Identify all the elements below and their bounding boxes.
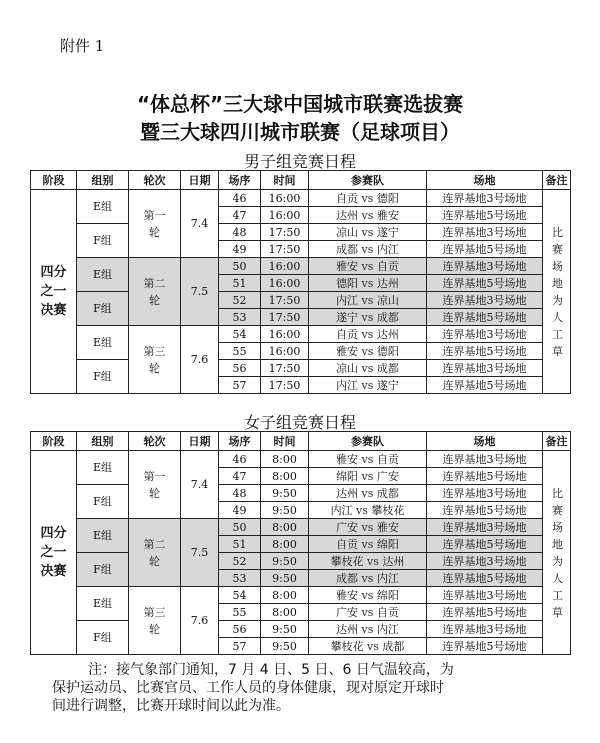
teams-cell [309,502,427,519]
match-row [31,519,571,536]
vs-label: vs [358,378,377,392]
note-line-2: 保护运动员、比赛官员、工作人员的身体健康，现对原定开球时 [52,680,444,696]
match-number: 49 [219,502,261,519]
header-group: 组别 [77,432,129,451]
date-cell: 7.4 [181,190,219,258]
match-number: 47 [219,468,261,485]
kickoff-time: 16:00 [261,190,309,207]
venue-cell: 连界基地3号场地 [427,224,543,241]
header-order: 场序 [219,171,261,190]
women-schedule-subtitle: 女子组竞赛日程 [243,413,356,432]
match-row [31,258,571,275]
kickoff-time: 16:00 [261,275,309,292]
home-team: 自贡 [336,537,359,551]
vs-label: vs [363,554,383,568]
date-cell: 7.5 [181,519,219,587]
kickoff-time: 16:00 [261,343,309,360]
teams-cell [309,587,427,604]
group-cell: E组 [77,587,129,621]
home-team: 德阳 [336,276,359,290]
away-team: 凉山 [376,293,399,307]
round-cell: 第一轮 [129,190,181,258]
group-cell: F组 [77,360,129,394]
kickoff-time: 9:50 [261,621,309,638]
vs-label: vs [358,293,377,307]
kickoff-time: 17:50 [261,309,309,326]
teams-cell [309,468,427,485]
header-stage: 阶段 [31,171,77,190]
venue-cell: 连界基地5号场地 [427,570,543,587]
header-time: 时间 [261,432,309,451]
header-venue: 场地 [427,171,543,190]
note-line-3: 间进行调整，比赛开球时间以此为准。 [52,698,290,714]
venue-cell: 连界基地5号场地 [427,275,543,292]
teams-cell [309,621,427,638]
match-row [31,224,571,241]
match-row [31,292,571,309]
home-team: 达州 [336,208,359,222]
away-team: 德阳 [376,191,399,205]
teams-cell [309,241,427,258]
away-team: 自贡 [376,605,399,619]
header-row [31,432,571,451]
away-team: 雅安 [376,208,399,222]
match-row [31,553,571,570]
venue-cell: 连界基地5号场地 [427,241,543,258]
match-number: 57 [219,638,261,655]
kickoff-time: 16:00 [261,326,309,343]
home-team: 遂宁 [336,310,359,324]
venue-cell: 连界基地5号场地 [427,502,543,519]
match-row [31,190,571,207]
kickoff-time: 17:50 [261,224,309,241]
venue-cell: 连界基地3号场地 [427,190,543,207]
home-team: 内江 [336,378,359,392]
match-number: 54 [219,587,261,604]
vs-label: vs [358,242,377,256]
kickoff-time: 9:50 [261,502,309,519]
group-cell: F组 [77,224,129,258]
away-team: 成都 [376,361,399,375]
vs-label: vs [352,503,372,517]
venue-cell: 连界基地3号场地 [427,485,543,502]
away-team: 绵阳 [376,588,399,602]
vs-label: vs [358,276,377,290]
venue-cell: 连界基地3号场地 [427,326,543,343]
kickoff-time: 8:00 [261,604,309,621]
header-teams: 参赛队 [309,171,427,190]
teams-cell [309,536,427,553]
venue-cell: 连界基地3号场地 [427,519,543,536]
group-cell: E组 [77,326,129,360]
match-number: 55 [219,604,261,621]
venue-cell: 连界基地5号场地 [427,638,543,655]
group-cell: F组 [77,292,129,326]
vs-label: vs [358,344,377,358]
home-team: 雅安 [336,452,359,466]
teams-cell [309,638,427,655]
match-number: 46 [219,451,261,468]
vs-label: vs [358,310,377,324]
vs-label: vs [358,537,377,551]
date-cell: 7.4 [181,451,219,519]
kickoff-time: 9:50 [261,485,309,502]
match-number: 48 [219,224,261,241]
header-order: 场序 [219,432,261,451]
vs-label: vs [358,605,377,619]
vs-label: vs [358,259,377,273]
teams-cell [309,485,427,502]
vs-label: vs [358,452,377,466]
teams-cell [309,377,427,394]
teams-cell [309,451,427,468]
away-team: 广安 [376,469,399,483]
teams-cell [309,309,427,326]
match-number: 51 [219,275,261,292]
teams-cell [309,553,427,570]
vs-label: vs [358,486,377,500]
group-cell: E组 [77,190,129,224]
kickoff-time: 17:50 [261,241,309,258]
teams-cell [309,519,427,536]
venue-cell: 连界基地5号场地 [427,377,543,394]
away-team: 自贡 [376,259,399,273]
round-cell: 第二轮 [129,258,181,326]
teams-cell [309,326,427,343]
round-cell: 第三轮 [129,587,181,655]
match-number: 46 [219,190,261,207]
away-team: 达州 [376,276,399,290]
home-team: 自贡 [336,327,359,341]
group-cell: F组 [77,553,129,587]
vs-label: vs [358,208,377,222]
match-number: 56 [219,621,261,638]
home-team: 自贡 [336,191,359,205]
stage-cell: 四分之一决赛 [31,190,77,394]
vs-label: vs [358,191,377,205]
kickoff-time: 9:50 [261,553,309,570]
kickoff-time: 8:00 [261,587,309,604]
home-team: 绵阳 [336,469,359,483]
teams-cell [309,360,427,377]
teams-cell [309,343,427,360]
home-team: 雅安 [336,344,359,358]
away-team: 内江 [376,571,399,585]
remark-cell: 比赛场地为人工草 [543,451,571,655]
match-number: 56 [219,360,261,377]
schedule-note [52,661,552,715]
kickoff-time: 16:00 [261,207,309,224]
group-cell: F组 [77,621,129,655]
home-team: 雅安 [336,588,359,602]
men-schedule-subtitle: 男子组竞赛日程 [243,152,356,171]
home-team: 广安 [336,605,359,619]
venue-cell: 连界基地5号场地 [427,207,543,224]
away-team: 成都 [376,486,399,500]
vs-label: vs [363,639,383,653]
header-date: 日期 [181,171,219,190]
remark-cell: 比赛场地为人工草 [543,190,571,394]
kickoff-time: 9:50 [261,570,309,587]
away-team: 德阳 [376,344,399,358]
venue-cell: 连界基地3号场地 [427,292,543,309]
home-team: 达州 [336,486,359,500]
home-team: 内江 [336,293,359,307]
group-cell: F组 [77,485,129,519]
round-cell: 第二轮 [129,519,181,587]
header-row [31,171,571,190]
teams-cell [309,207,427,224]
men-schedule-table [30,170,571,394]
home-team: 攀枝花 [330,554,364,568]
match-number: 55 [219,343,261,360]
away-team: 成都 [376,310,399,324]
venue-cell: 连界基地5号场地 [427,604,543,621]
date-cell: 7.5 [181,258,219,326]
vs-label: vs [358,520,377,534]
date-cell: 7.6 [181,326,219,394]
teams-cell [309,190,427,207]
home-team: 凉山 [336,361,359,375]
teams-cell [309,275,427,292]
kickoff-time: 8:00 [261,468,309,485]
away-team: 自贡 [376,452,399,466]
group-cell: E组 [77,258,129,292]
venue-cell: 连界基地3号场地 [427,553,543,570]
match-number: 52 [219,553,261,570]
venue-cell: 连界基地5号场地 [427,309,543,326]
venue-cell: 连界基地3号场地 [427,258,543,275]
match-number: 54 [219,326,261,343]
teams-cell [309,224,427,241]
match-number: 49 [219,241,261,258]
header-group: 组别 [77,171,129,190]
vs-label: vs [358,327,377,341]
away-team: 遂宁 [376,378,399,392]
home-team: 凉山 [336,225,359,239]
away-team: 攀枝花 [371,503,405,517]
away-team: 内江 [376,242,399,256]
kickoff-time: 17:50 [261,377,309,394]
home-team: 达州 [336,622,359,636]
header-date: 日期 [181,432,219,451]
group-cell: E组 [77,519,129,553]
annex-label: 附件 1 [60,37,105,55]
venue-cell: 连界基地3号场地 [427,360,543,377]
header-time: 时间 [261,171,309,190]
teams-cell [309,258,427,275]
vs-label: vs [358,361,377,375]
venue-cell: 连界基地3号场地 [427,451,543,468]
match-row [31,587,571,604]
away-team: 内江 [376,622,399,636]
match-row [31,326,571,343]
kickoff-time: 8:00 [261,536,309,553]
venue-cell: 连界基地5号场地 [427,343,543,360]
kickoff-time: 9:50 [261,638,309,655]
match-number: 51 [219,536,261,553]
vs-label: vs [358,469,377,483]
title-line-2: 暨三大球四川城市联赛（足球项目） [140,120,460,144]
vs-label: vs [358,622,377,636]
match-row [31,485,571,502]
home-team: 成都 [336,242,359,256]
home-team: 成都 [336,571,359,585]
venue-cell: 连界基地5号场地 [427,536,543,553]
match-number: 53 [219,309,261,326]
match-number: 47 [219,207,261,224]
vs-label: vs [358,571,377,585]
match-number: 57 [219,377,261,394]
kickoff-time: 8:00 [261,519,309,536]
header-round: 轮次 [129,432,181,451]
note-line-1: 注：接气象部门通知，7 月 4 日、5 日、6 日气温较高，为 [88,662,454,678]
match-row [31,451,571,468]
away-team: 绵阳 [376,537,399,551]
home-team: 攀枝花 [330,639,364,653]
venue-cell: 连界基地3号场地 [427,621,543,638]
title-line-1: “体总杯”三大球中国城市联赛选拔赛 [136,92,464,116]
home-team: 内江 [330,503,353,517]
vs-label: vs [358,225,377,239]
match-number: 48 [219,485,261,502]
away-team: 达州 [382,554,405,568]
match-number: 53 [219,570,261,587]
match-row [31,621,571,638]
stage-cell: 四分之一决赛 [31,451,77,655]
kickoff-time: 16:00 [261,258,309,275]
away-team: 成都 [382,639,405,653]
kickoff-time: 17:50 [261,360,309,377]
header-remark: 备注 [543,432,571,451]
women-schedule-table [30,431,571,655]
kickoff-time: 8:00 [261,451,309,468]
date-cell: 7.6 [181,587,219,655]
match-number: 50 [219,258,261,275]
venue-cell: 连界基地5号场地 [427,468,543,485]
header-remark: 备注 [543,171,571,190]
home-team: 雅安 [336,259,359,273]
away-team: 遂宁 [376,225,399,239]
header-stage: 阶段 [31,432,77,451]
group-cell: E组 [77,451,129,485]
match-number: 52 [219,292,261,309]
venue-cell: 连界基地3号场地 [427,587,543,604]
kickoff-time: 17:50 [261,292,309,309]
round-cell: 第三轮 [129,326,181,394]
away-team: 雅安 [376,520,399,534]
header-round: 轮次 [129,171,181,190]
teams-cell [309,604,427,621]
away-team: 达州 [376,327,399,341]
teams-cell [309,570,427,587]
vs-label: vs [358,588,377,602]
home-team: 广安 [336,520,359,534]
header-teams: 参赛队 [309,432,427,451]
round-cell: 第一轮 [129,451,181,519]
match-row [31,360,571,377]
header-venue: 场地 [427,432,543,451]
match-number: 50 [219,519,261,536]
teams-cell [309,292,427,309]
